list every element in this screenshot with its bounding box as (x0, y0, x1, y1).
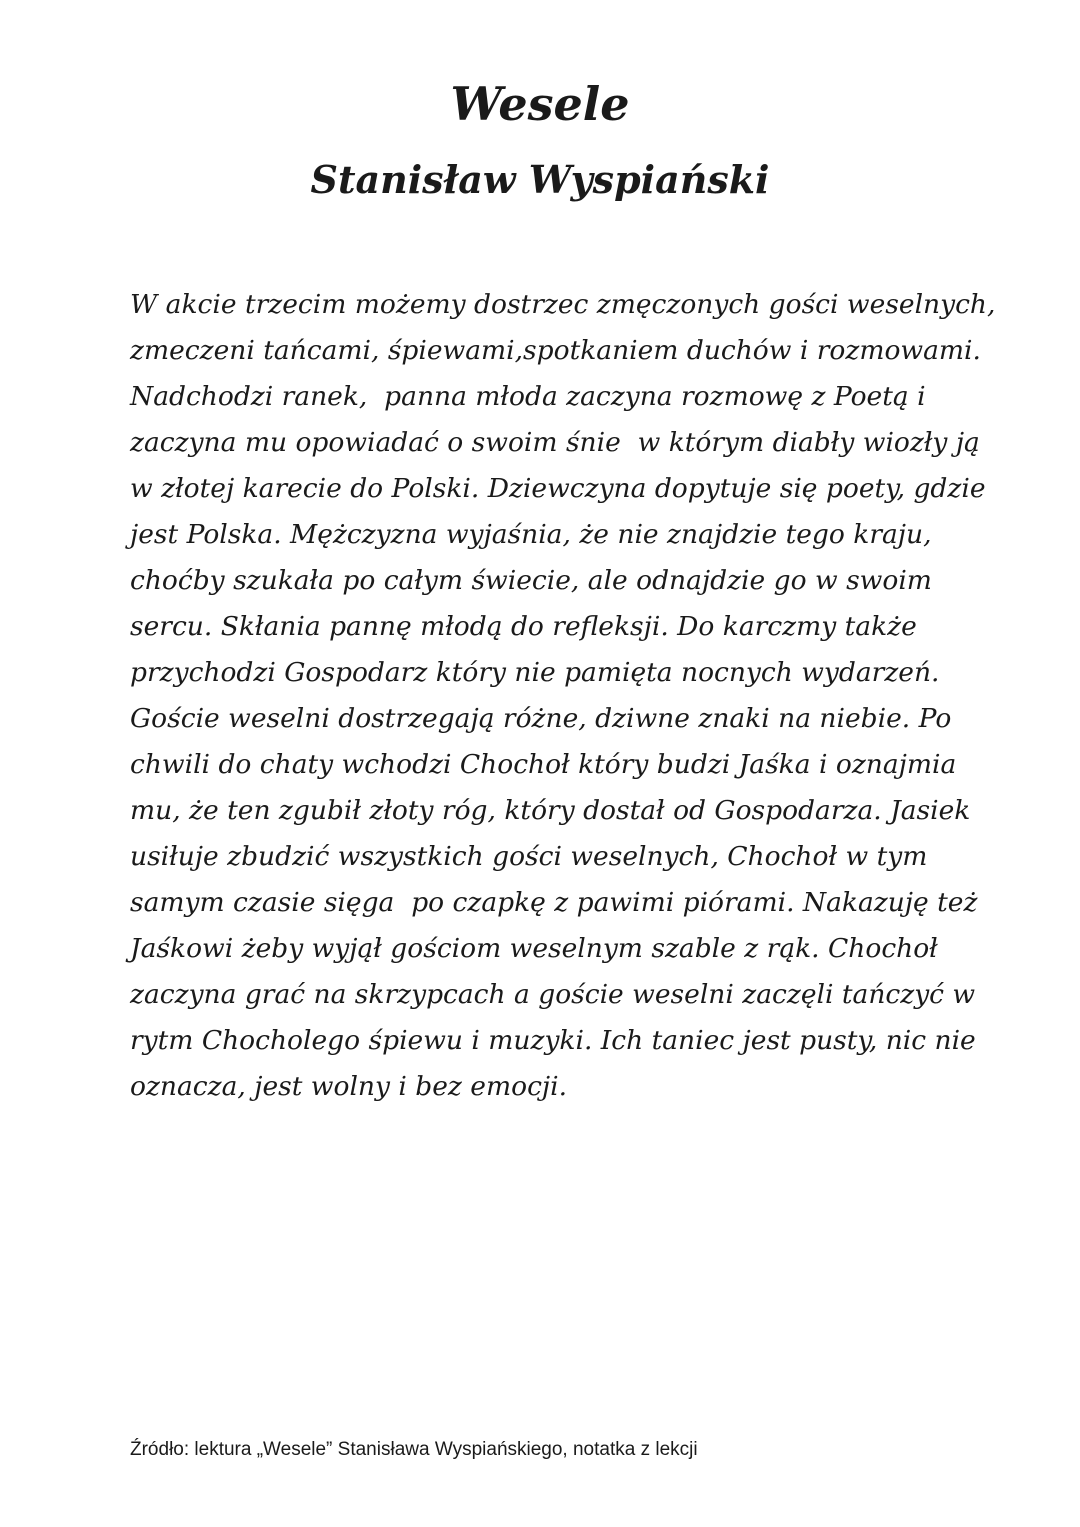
body-line: W akcie trzecim możemy dostrzec zmęczonych gości weselnych, (130, 289, 996, 320)
body-line: chwili do chaty wchodzi Chochoł który budzi Jaśka i oznajmia (130, 749, 957, 780)
body-line: jest Polska. Mężczyzna wyjaśnia, że nie znajdzie tego kraju, (130, 519, 932, 550)
body-line: zmeczeni tańcami, śpiewami,spotkaniem duchów i rozmowami. (130, 335, 981, 366)
author-name: Stanisław Wyspiański (310, 157, 770, 202)
body-line: zaczyna grać na skrzypcach a goście weselni zaczęli tańczyć w (130, 979, 976, 1010)
body-line: Nadchodzi ranek, panna młoda zaczyna rozmowę z Poetą i (130, 381, 926, 412)
body-line: rytm Chocholego śpiewu i muzyki. Ich taniec jest pusty, nic nie (130, 1025, 976, 1056)
source-note: Źródło: lektura „Wesele” Stanisława Wyspiańskiego, notatka z lekcji (130, 1439, 698, 1460)
body-line: Goście weselni dostrzegają różne, dziwne znaki na niebie. Po (130, 703, 952, 734)
body-text (130, 282, 996, 1110)
body-line: mu, że ten zgubił złoty róg, który dostał od Gospodarza. Jasiek (130, 795, 971, 826)
body-line: przychodzi Gospodarz który nie pamięta nocnych wydarzeń. (130, 657, 940, 688)
body-line: choćby szukała po całym świecie, ale odnajdzie go w swoim (130, 565, 932, 596)
body-line: w złotej karecie do Polski. Dziewczyna dopytuje się poety, gdzie (130, 473, 986, 504)
body-line: Jaśkowi żeby wyjął gościom weselnym szable z rąk. Chochoł (130, 933, 938, 964)
page-title: Wesele (450, 77, 630, 131)
body-line: samym czasie sięga po czapkę z pawimi piórami. Nakazuję też (130, 887, 978, 918)
body-line: usiłuje zbudzić wszystkich gości weselnych, Chochoł w tym (130, 841, 928, 872)
body-line: sercu. Skłania pannę młodą do refleksji. Do karczmy także (130, 611, 917, 642)
body-line: zaczyna mu opowiadać o swoim śnie w którym diabły wiozły ją (130, 427, 980, 458)
body-line: oznacza, jest wolny i bez emocji. (130, 1071, 568, 1102)
